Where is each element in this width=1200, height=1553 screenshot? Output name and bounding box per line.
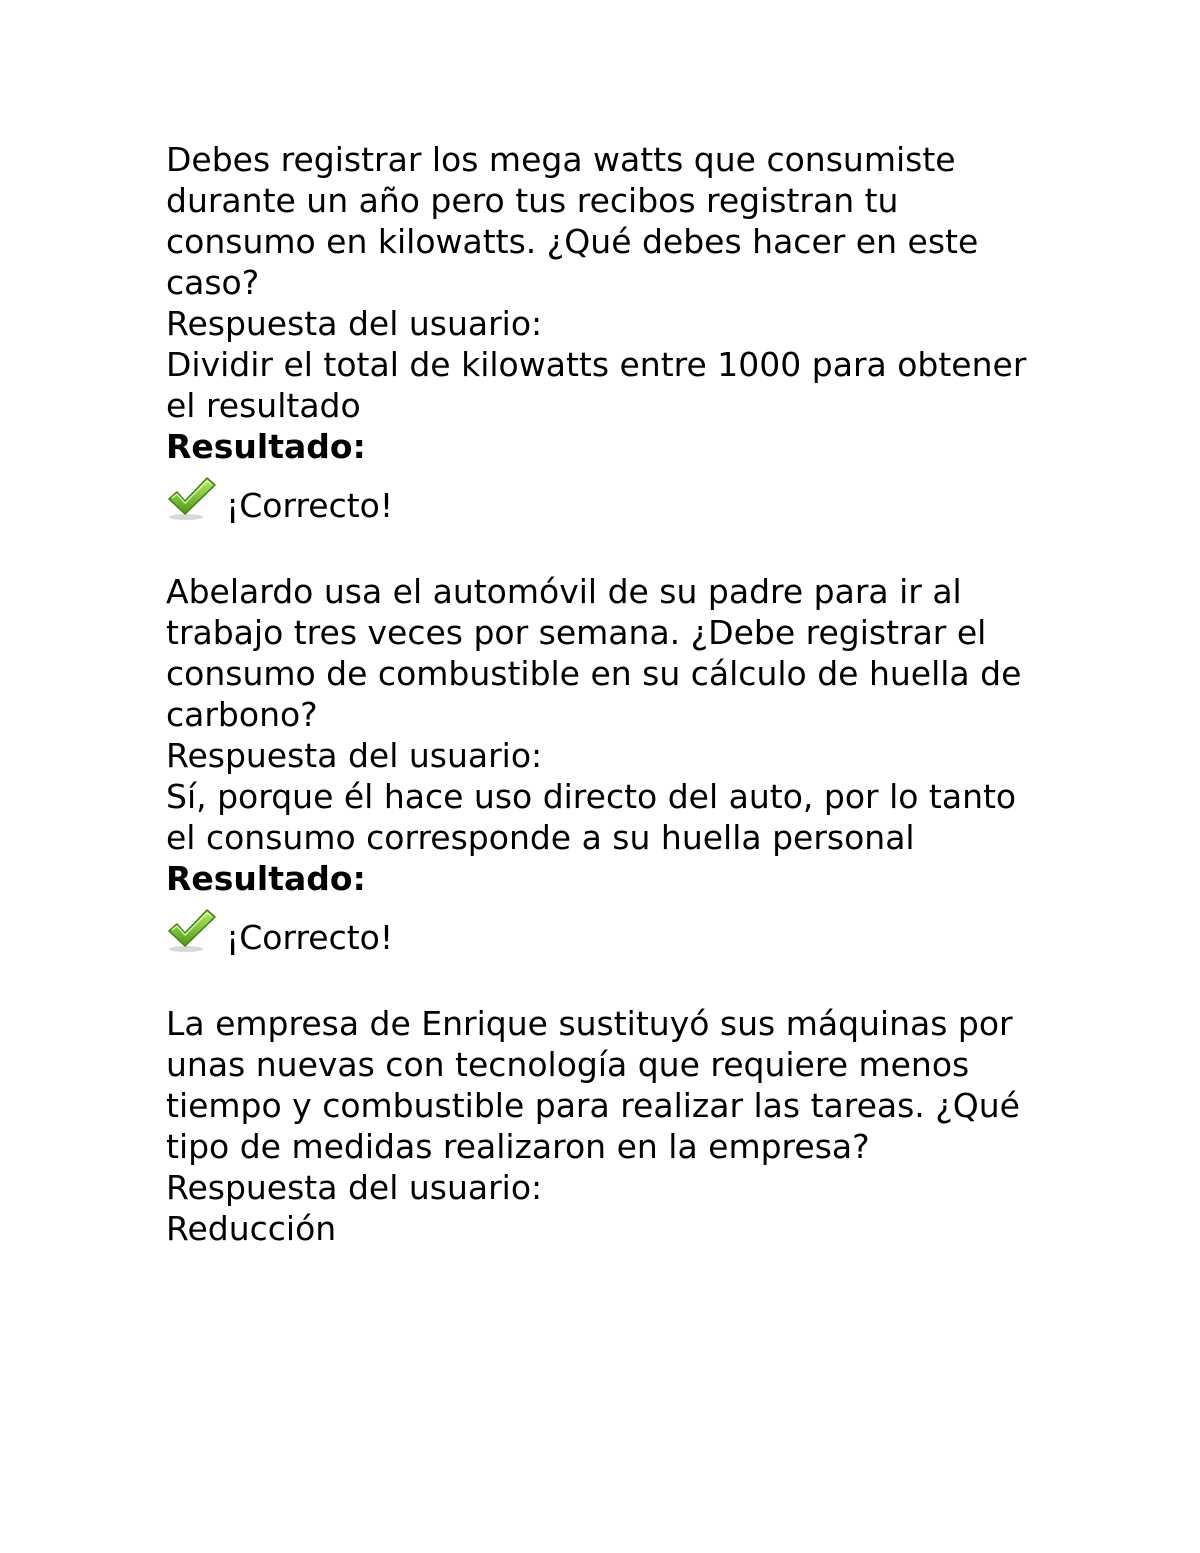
result-row: [166, 903, 1046, 959]
answer-label: Respuesta del usuario:: [166, 736, 543, 775]
question-prompt: Abelardo usa el automóvil de su padre para ir al trabajo tres veces por semana. ¿Debe registrar el consumo de combustible en su cálculo de huella de carbono?: [166, 572, 1022, 734]
question-prompt: Debes registrar los mega watts que consumiste durante un año pero tus recibos registran tu consumo en kilowatts. ¿Qué debes hacer en este caso?: [166, 140, 979, 302]
answer-label: Respuesta del usuario:: [166, 1168, 543, 1207]
result-row: [166, 471, 1046, 527]
question-block-1: [166, 139, 1046, 527]
spacer: [166, 959, 1046, 1003]
result-label: Resultado:: [166, 859, 366, 898]
result-text: ¡Correcto!: [226, 485, 394, 525]
question-block-2: [166, 571, 1046, 959]
user-answer: Reducción: [166, 1209, 337, 1248]
answer-label: Respuesta del usuario:: [166, 304, 543, 343]
quiz-review: [166, 139, 1046, 1249]
question-prompt: La empresa de Enrique sustituyó sus máquinas por unas nuevas con tecnología que requiere menos tiempo y combustible para realizar las tareas. ¿Qué tipo de medidas realizaron en la empresa?: [166, 1004, 1020, 1166]
user-answer: Dividir el total de kilowatts entre 1000 para obtener el resultado: [166, 345, 1027, 425]
question-block-3: [166, 1003, 1046, 1249]
result-text: ¡Correcto!: [226, 917, 394, 957]
user-answer: Sí, porque él hace uso directo del auto, por lo tanto el consumo corresponde a su huella personal: [166, 777, 1017, 857]
result-label: Resultado:: [166, 427, 366, 466]
green-check-icon: [166, 905, 218, 957]
spacer: [166, 527, 1046, 571]
green-check-icon: [166, 473, 218, 525]
